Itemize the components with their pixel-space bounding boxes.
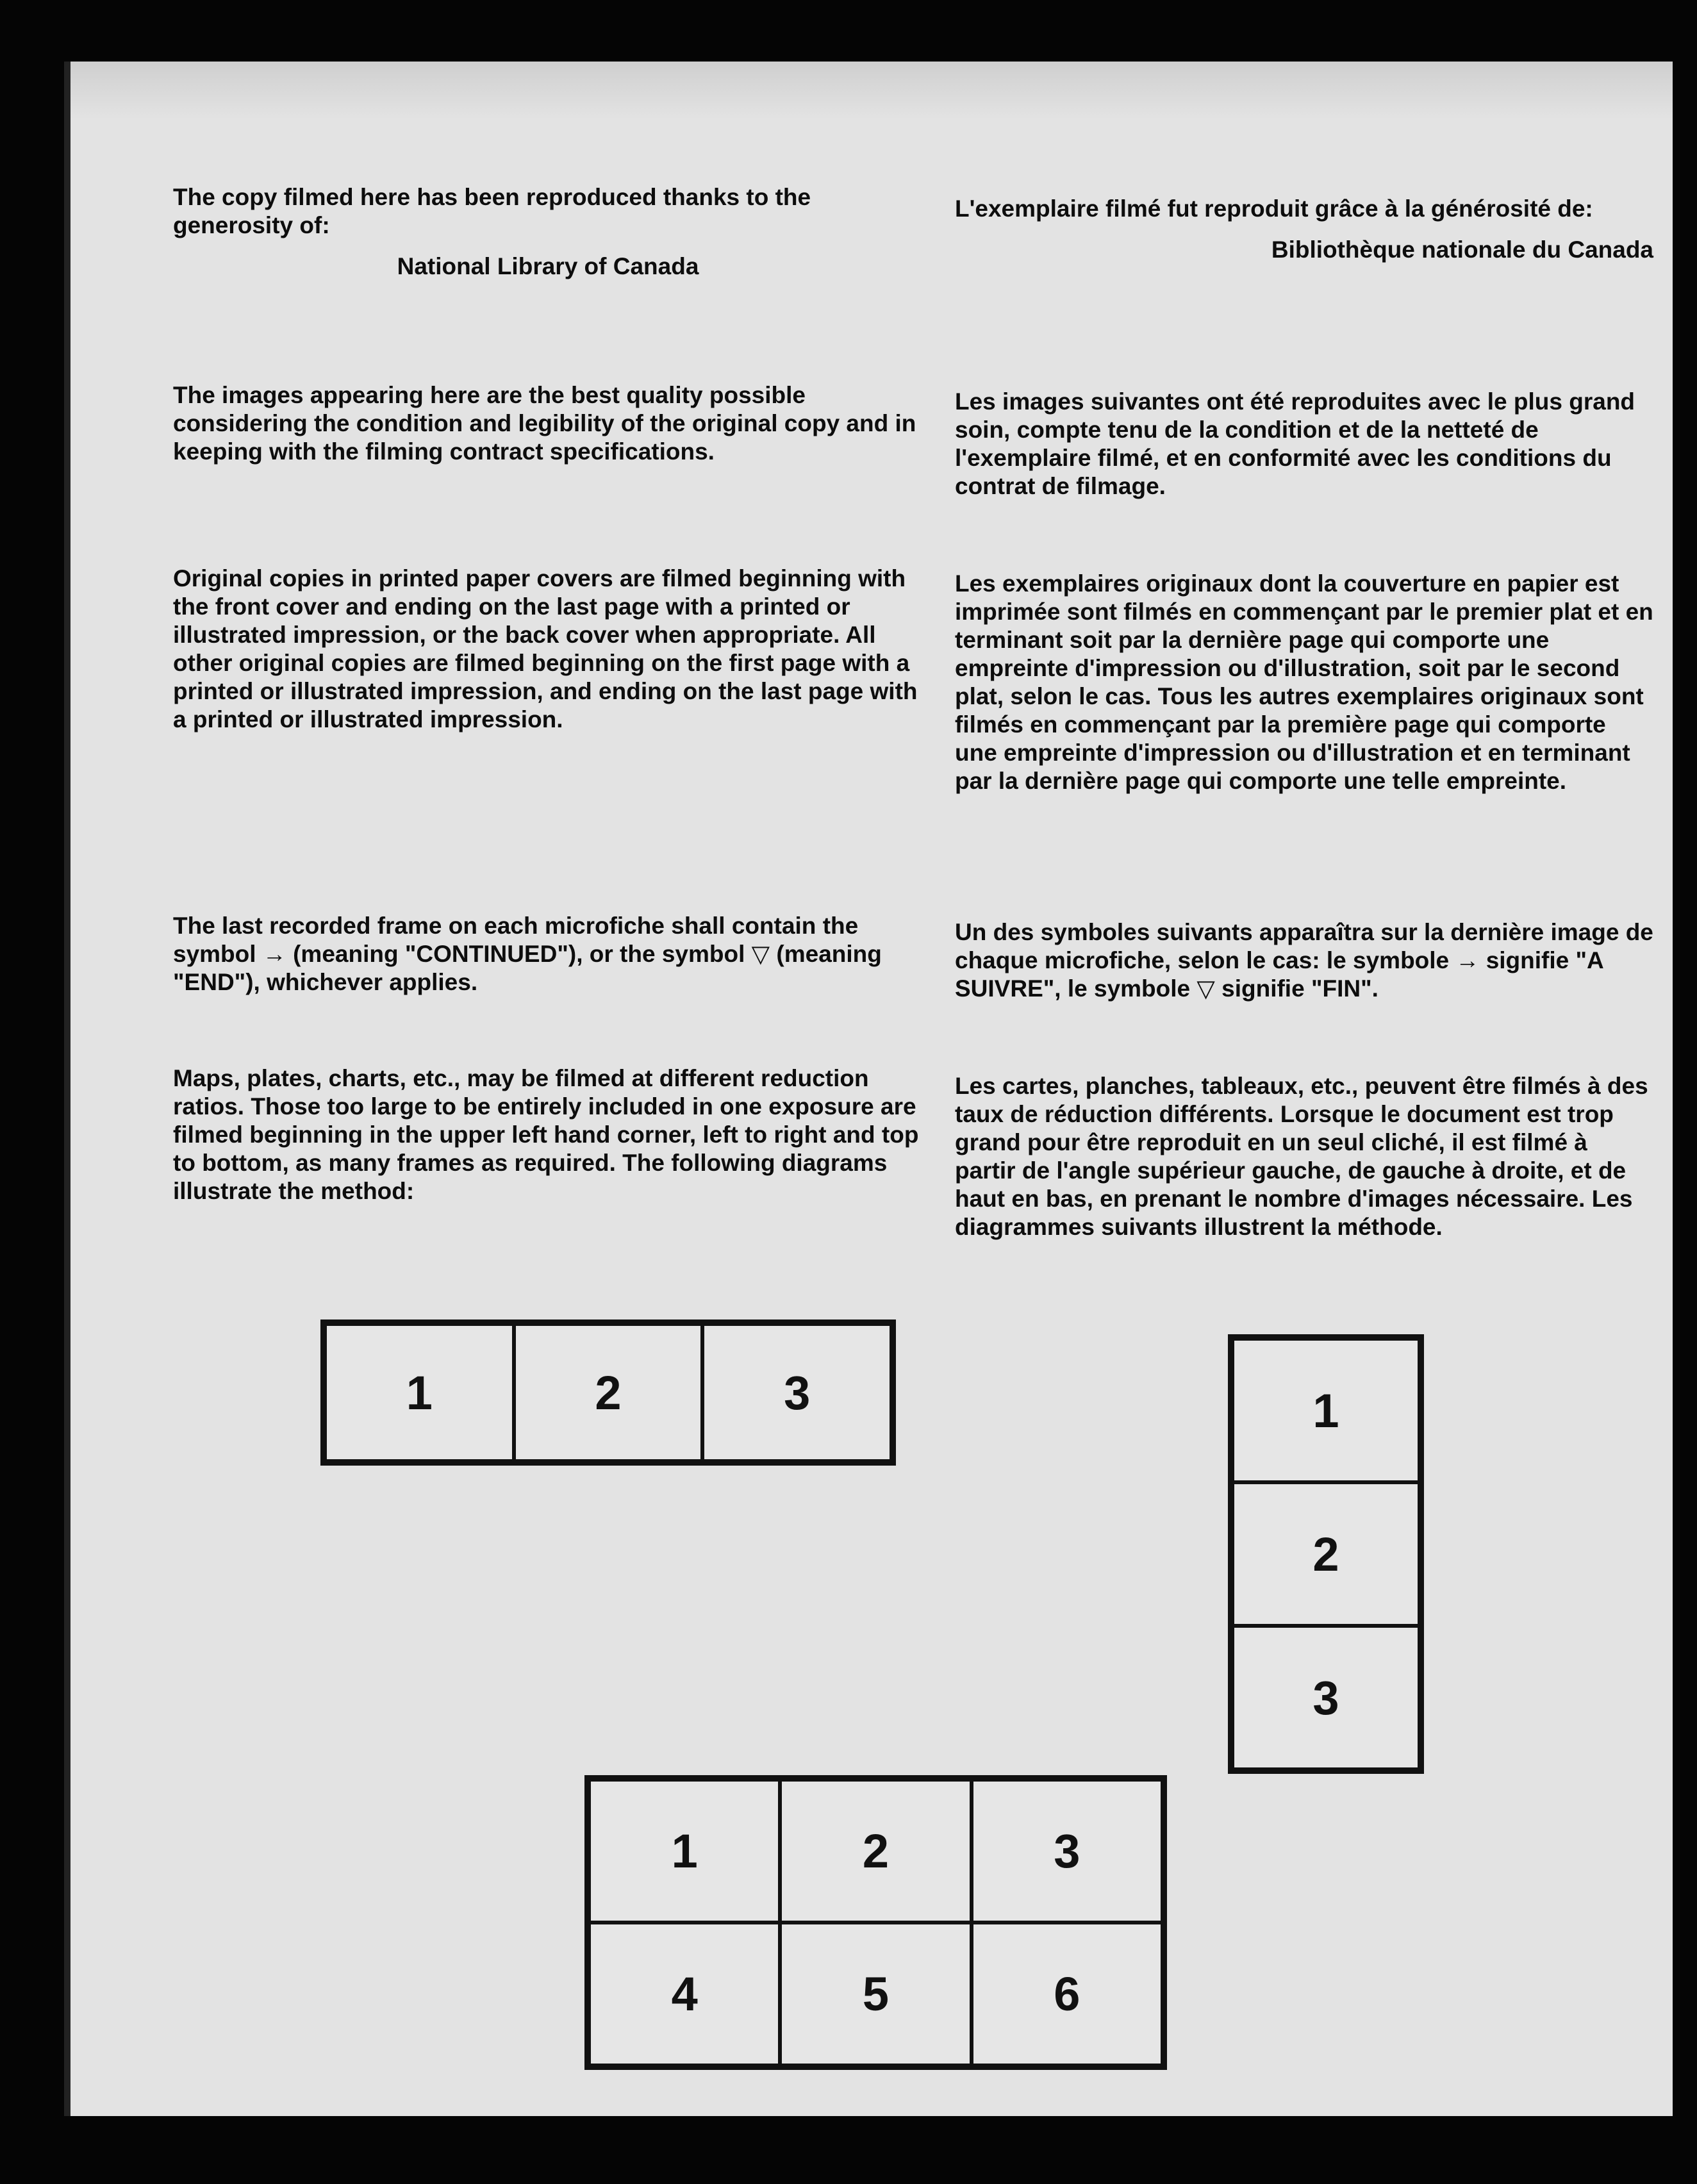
fr-symbols-text-1: Un des symboles suivants apparaîtra sur la dernière image de chaque microfiche, selon le cas: le symbole [955, 919, 1653, 973]
en-originals-paragraph: Original copies in printed paper covers are filmed beginning with the front cover and ending on the last page with a printed or illustrated impression, or the back cover when appropriate. All other original copies are filmed beginning on the first page with a printed or illustrated impression, and ending on the last page with a printed or illustrated impression. [173, 565, 918, 732]
frame-cell: 1 [325, 1324, 514, 1461]
continued-arrow-icon: → [262, 941, 286, 967]
fin-triangle-icon: ▽ [1196, 975, 1215, 1002]
binding-gutter [64, 62, 70, 2116]
document-page [64, 62, 1673, 2116]
en-maps-paragraph: Maps, plates, charts, etc., may be filmed at different reduction ratios. Those too large to be entirely included in one exposure are filmed beginning in the upper left hand corner, left to right and top to bottom, as many frames as required. The following diagrams illustrate the method: [173, 1065, 919, 1204]
en-symbols-text-3: (meaning "END"), whichever applies. [173, 941, 882, 995]
frame-cell: 1 [1232, 1339, 1420, 1482]
fr-intro-text: L'exemplaire filmé fut reproduit grâce à la générosité de: [955, 195, 1593, 222]
frame-cell: 3 [1232, 1626, 1420, 1769]
frame-cell: 3 [702, 1324, 891, 1461]
a-suivre-arrow-icon: → [1455, 947, 1480, 973]
grid-frame-diagram [584, 1775, 1167, 2070]
frame-cell: 3 [972, 1780, 1163, 1923]
frame-cell: 2 [1232, 1482, 1420, 1626]
frame-cell: 5 [780, 1923, 971, 2065]
frame-cell: 4 [589, 1923, 780, 2065]
page-edge-shadow [64, 62, 1673, 119]
fr-symbols-paragraph [955, 918, 1653, 1003]
frame-cell: 6 [972, 1923, 1163, 2065]
en-institution: National Library of Canada [397, 253, 699, 279]
frame-cell: 1 [589, 1780, 780, 1923]
en-symbols-paragraph [173, 912, 923, 997]
en-quality-paragraph: The images appearing here are the best quality possible considering the condition and legibility of the original copy and in keeping with the filming contract specifications. [173, 382, 916, 465]
fr-quality-paragraph: Les images suivantes ont été reproduites avec le plus grand soin, compte tenu de la condition et de la netteté de l'exemplaire filmé, et en conformité avec les conditions du contrat de filmage. [955, 388, 1635, 499]
en-symbols-text-2: (meaning "CONTINUED"), or the symbol [293, 941, 745, 967]
en-intro-block [173, 183, 923, 281]
vertical-frame-diagram [1228, 1334, 1424, 1774]
frame-cell: 2 [514, 1324, 703, 1461]
en-symbols-text-1: The last recorded frame on each microfiche shall contain the symbol [173, 913, 859, 967]
horizontal-frame-diagram [320, 1320, 896, 1466]
frame-cell: 2 [780, 1780, 971, 1923]
fr-symbols-text-2: signifie "A SUIVRE", le symbole [955, 947, 1603, 1002]
fr-originals-paragraph: Les exemplaires originaux dont la couverture en papier est imprimée sont filmés en commençant par le premier plat et en terminant soit par la dernière page qui comporte une empreinte d'impression ou d'illustration, soit par le second plat, selon le cas. Tous les autres exemplaires originaux sont filmés en commençant par la première page qui comporte une empreinte d'impression ou d'illustration et en terminant par la dernière page qui comporte une telle empreinte. [955, 570, 1653, 794]
en-intro-text: The copy filmed here has been reproduced thanks to the generosity of: [173, 184, 811, 238]
fr-maps-paragraph: Les cartes, planches, tableaux, etc., peuvent être filmés à des taux de réduction différents. Lorsque le document est trop grand pour être reproduit en un seul cliché, il est filmé à partir de l'angle supérieur gauche, de gauche à droite, et de haut en bas, en prenant le nombre d'images nécessaire. Les diagrammes suivants illustrent la méthode. [955, 1073, 1648, 1240]
fr-intro-block [955, 195, 1653, 264]
end-triangle-icon: ▽ [751, 941, 770, 967]
fr-symbols-text-3: signifie "FIN". [1221, 975, 1378, 1002]
fr-institution: Bibliothèque nationale du Canada [1271, 236, 1653, 263]
